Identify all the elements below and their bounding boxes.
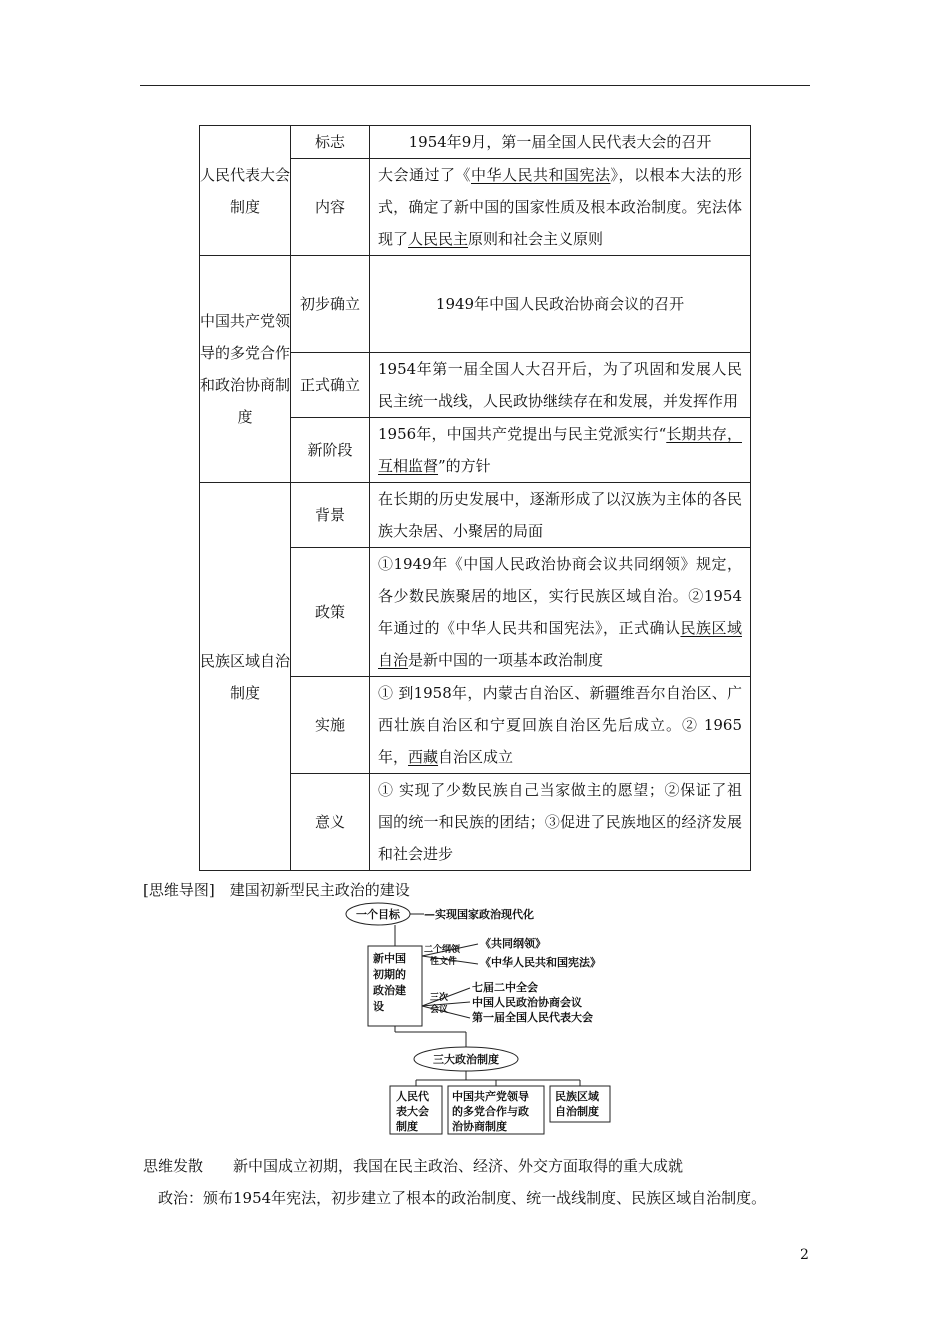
systems-label: 三大政治制度 [433, 1053, 499, 1066]
header-rule [140, 85, 810, 86]
system-a-label: 人民代 表大会 制度 [396, 1090, 429, 1133]
meeting-item: 第一届全国人民代表大会 [472, 1011, 593, 1024]
text-segment: ① 到1958年，内蒙古自治区、新疆维吾尔自治区、广西壮族自治区和宁夏回族自治区先后成立。② 1965年， [378, 684, 742, 766]
table-row [200, 483, 751, 548]
divergent-tag: 思维发散 [143, 1157, 204, 1175]
divergent-heading [143, 1155, 683, 1177]
underlined-text: 中华人民共和国宪法 [471, 166, 611, 184]
system-title: 民族区域自治制度 [200, 483, 291, 871]
system-b-label: 中国共产党领导 的多党合作与政 治协商制度 [452, 1090, 529, 1133]
row-content [370, 159, 751, 256]
divergent-politics: 政治：颁布1954年宪法，初步建立了根本的政治制度、统一战线制度、民族区域自治制度。 [158, 1189, 767, 1207]
row-label: 背景 [291, 483, 370, 548]
underlined-text: 西藏 [408, 748, 439, 766]
system-title: 中国共产党领导的多党合作和政治协商制度 [200, 256, 291, 483]
row-label: 内容 [291, 159, 370, 256]
row-label: 意义 [291, 774, 370, 871]
text-segment: ①1949年《中国人民政治协商会议共同纲领》规定，各少数民族聚居的地区，实行民族区域自治。②1954年通过的《中华人民共和国宪法》，正式确认 [378, 555, 742, 637]
text-segment: 大会通过了《 [378, 166, 471, 184]
mindmap-tag: [思维导图] [143, 881, 215, 899]
mindmap-heading [143, 879, 410, 901]
divergent-title: 新中国成立初期，我国在民主政治、经济、外交方面取得的重大成就 [233, 1157, 684, 1175]
underlined-text: 人民民主 [408, 230, 469, 248]
table-row [200, 256, 751, 353]
underlined-text: 民族区域自治 [378, 619, 742, 669]
mindmap-title: 建国初新型民主政治的建设 [229, 881, 410, 899]
row-label: 新阶段 [291, 418, 370, 483]
mind-map-diagram [340, 900, 640, 1140]
goal-desc: —实现国家政治现代化 [424, 908, 534, 921]
row-label: 实施 [291, 677, 370, 774]
table-row [200, 126, 751, 159]
text-segment: 是新中国的一项基本政治制度 [408, 651, 604, 669]
text-segment: 1956年，中国共产党提出与民主党派实行“ [378, 425, 667, 443]
doc-item: 《共同纲领》 [480, 937, 546, 950]
text-segment: ”的方针 [438, 457, 491, 475]
meeting-item: 中国人民政治协商会议 [472, 996, 582, 1009]
meetings-label: 三次 会议 [430, 993, 449, 1015]
row-content: 1949年中国人民政治协商会议的召开 [370, 256, 751, 353]
text-segment: 》，以根本大法的形式，确定了新中国的国家性质及根本政治制度。宪法体现了 [378, 166, 742, 248]
row-label: 政策 [291, 548, 370, 677]
page-number: 2 [800, 1247, 809, 1263]
goal-label: 一个目标 [356, 908, 400, 921]
underlined-text: 长期共存，互相监督 [378, 425, 742, 475]
text-segment: 自治区成立 [438, 748, 514, 766]
row-content [370, 677, 751, 774]
row-content [370, 548, 751, 677]
system-title: 人民代表大会制度 [200, 126, 291, 256]
row-content: 1954年9月，第一届全国人民代表大会的召开 [370, 126, 751, 159]
meeting-item: 七届二中全会 [472, 981, 538, 994]
system-c-label: 民族区域 自治制度 [555, 1090, 599, 1118]
row-content: 在长期的历史发展中，逐渐形成了以汉族为主体的各民族大杂居、小聚居的局面 [370, 483, 751, 548]
row-content: ① 实现了少数民族自己当家做主的愿望；②保证了祖国的统一和民族的团结；③促进了民族地区的经济发展和社会进步 [370, 774, 751, 871]
row-label: 标志 [291, 126, 370, 159]
row-label: 初步确立 [291, 256, 370, 353]
center-label: 新中国 初期的 政治建 设 [373, 952, 406, 1013]
row-content: 1954年第一届全国人大召开后，为了巩固和发展人民民主统一战线，人民政协继续存在和发展，并发挥作用 [370, 353, 751, 418]
text-segment: 原则和社会主义原则 [468, 230, 604, 248]
row-label: 正式确立 [291, 353, 370, 418]
docs-label: 二个纲领 性文件 [424, 945, 461, 967]
doc-item: 《中华人民共和国宪法》 [480, 956, 601, 969]
row-content [370, 418, 751, 483]
political-systems-table [199, 125, 751, 871]
mind-map-svg [340, 900, 640, 1140]
